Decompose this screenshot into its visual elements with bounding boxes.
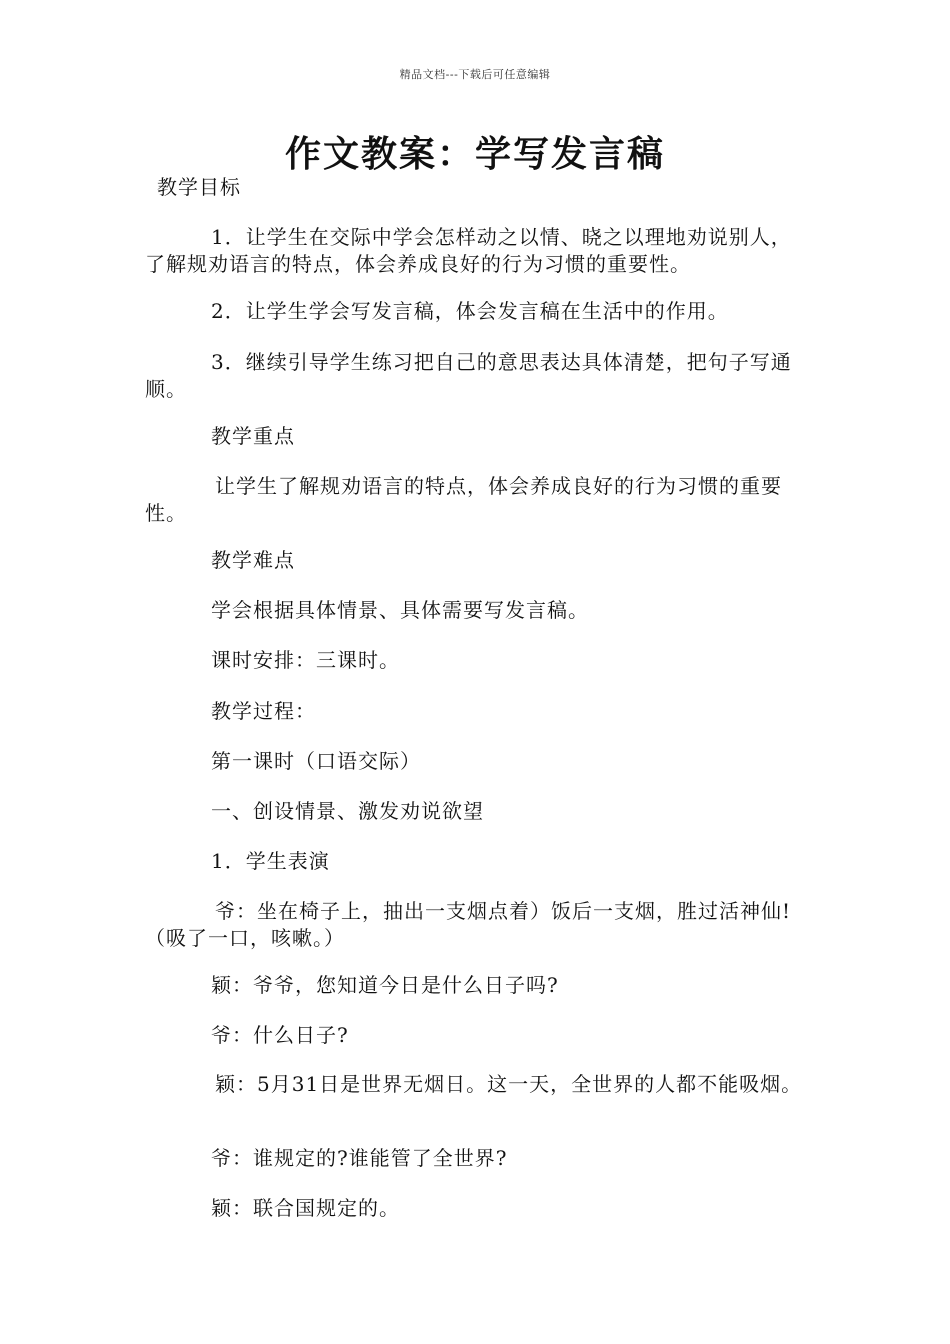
paragraph-section-one: 一、创设情景、激发劝说欲望: [211, 799, 484, 823]
key-point-heading: 教学重点: [211, 424, 295, 448]
paragraph-dialog-4: 颖：5月31日是世界无烟日。这一天，全世界的人都不能吸烟。: [215, 1072, 803, 1096]
header-note: 精品文档---下载后可任意编辑: [399, 68, 551, 81]
paragraph-process: 教学过程：: [211, 699, 316, 723]
page-title: 作文教案：学写发言稿: [284, 134, 665, 175]
paragraph-key-point: 让学生了解规劝语言的特点，体会养成良好的行为习惯的重要性。: [145, 474, 782, 525]
paragraph-performance: 1．学生表演: [211, 849, 330, 873]
paragraph-goal-2: 2．让学生学会写发言稿，体会发言稿在生活中的作用。: [211, 299, 729, 323]
paragraph-lesson-one: 第一课时（口语交际）: [211, 749, 421, 773]
paragraph-schedule: 课时安排：三课时。: [211, 648, 400, 672]
paragraph-dialog-3: 爷：什么日子?: [211, 1023, 349, 1047]
paragraph-difficulty: 学会根据具体情景、具体需要写发言稿。: [211, 598, 589, 622]
paragraph-goal-3: 3．继续引导学生练习把自己的意思表达具体清楚，把句子写通顺。: [145, 350, 792, 401]
paragraph-dialog-5: 爷：谁规定的?谁能管了全世界?: [211, 1146, 508, 1170]
paragraph-dialog-1: 爷：坐在椅子上，抽出一支烟点着）饭后一支烟，胜过活神仙!（吸了一口，咳嗽。）: [145, 899, 792, 950]
paragraph-dialog-6: 颖：联合国规定的。: [211, 1196, 400, 1220]
paragraph-dialog-2: 颖：爷爷，您知道今日是什么日子吗?: [211, 973, 559, 997]
goal-heading: 教学目标: [157, 175, 241, 199]
paragraph-goal-1: 1．让学生在交际中学会怎样动之以情、晓之以理地劝说别人，了解规劝语言的特点，体会养成良好的行为习惯的重要性。: [145, 225, 792, 276]
difficulty-heading: 教学难点: [211, 548, 295, 572]
